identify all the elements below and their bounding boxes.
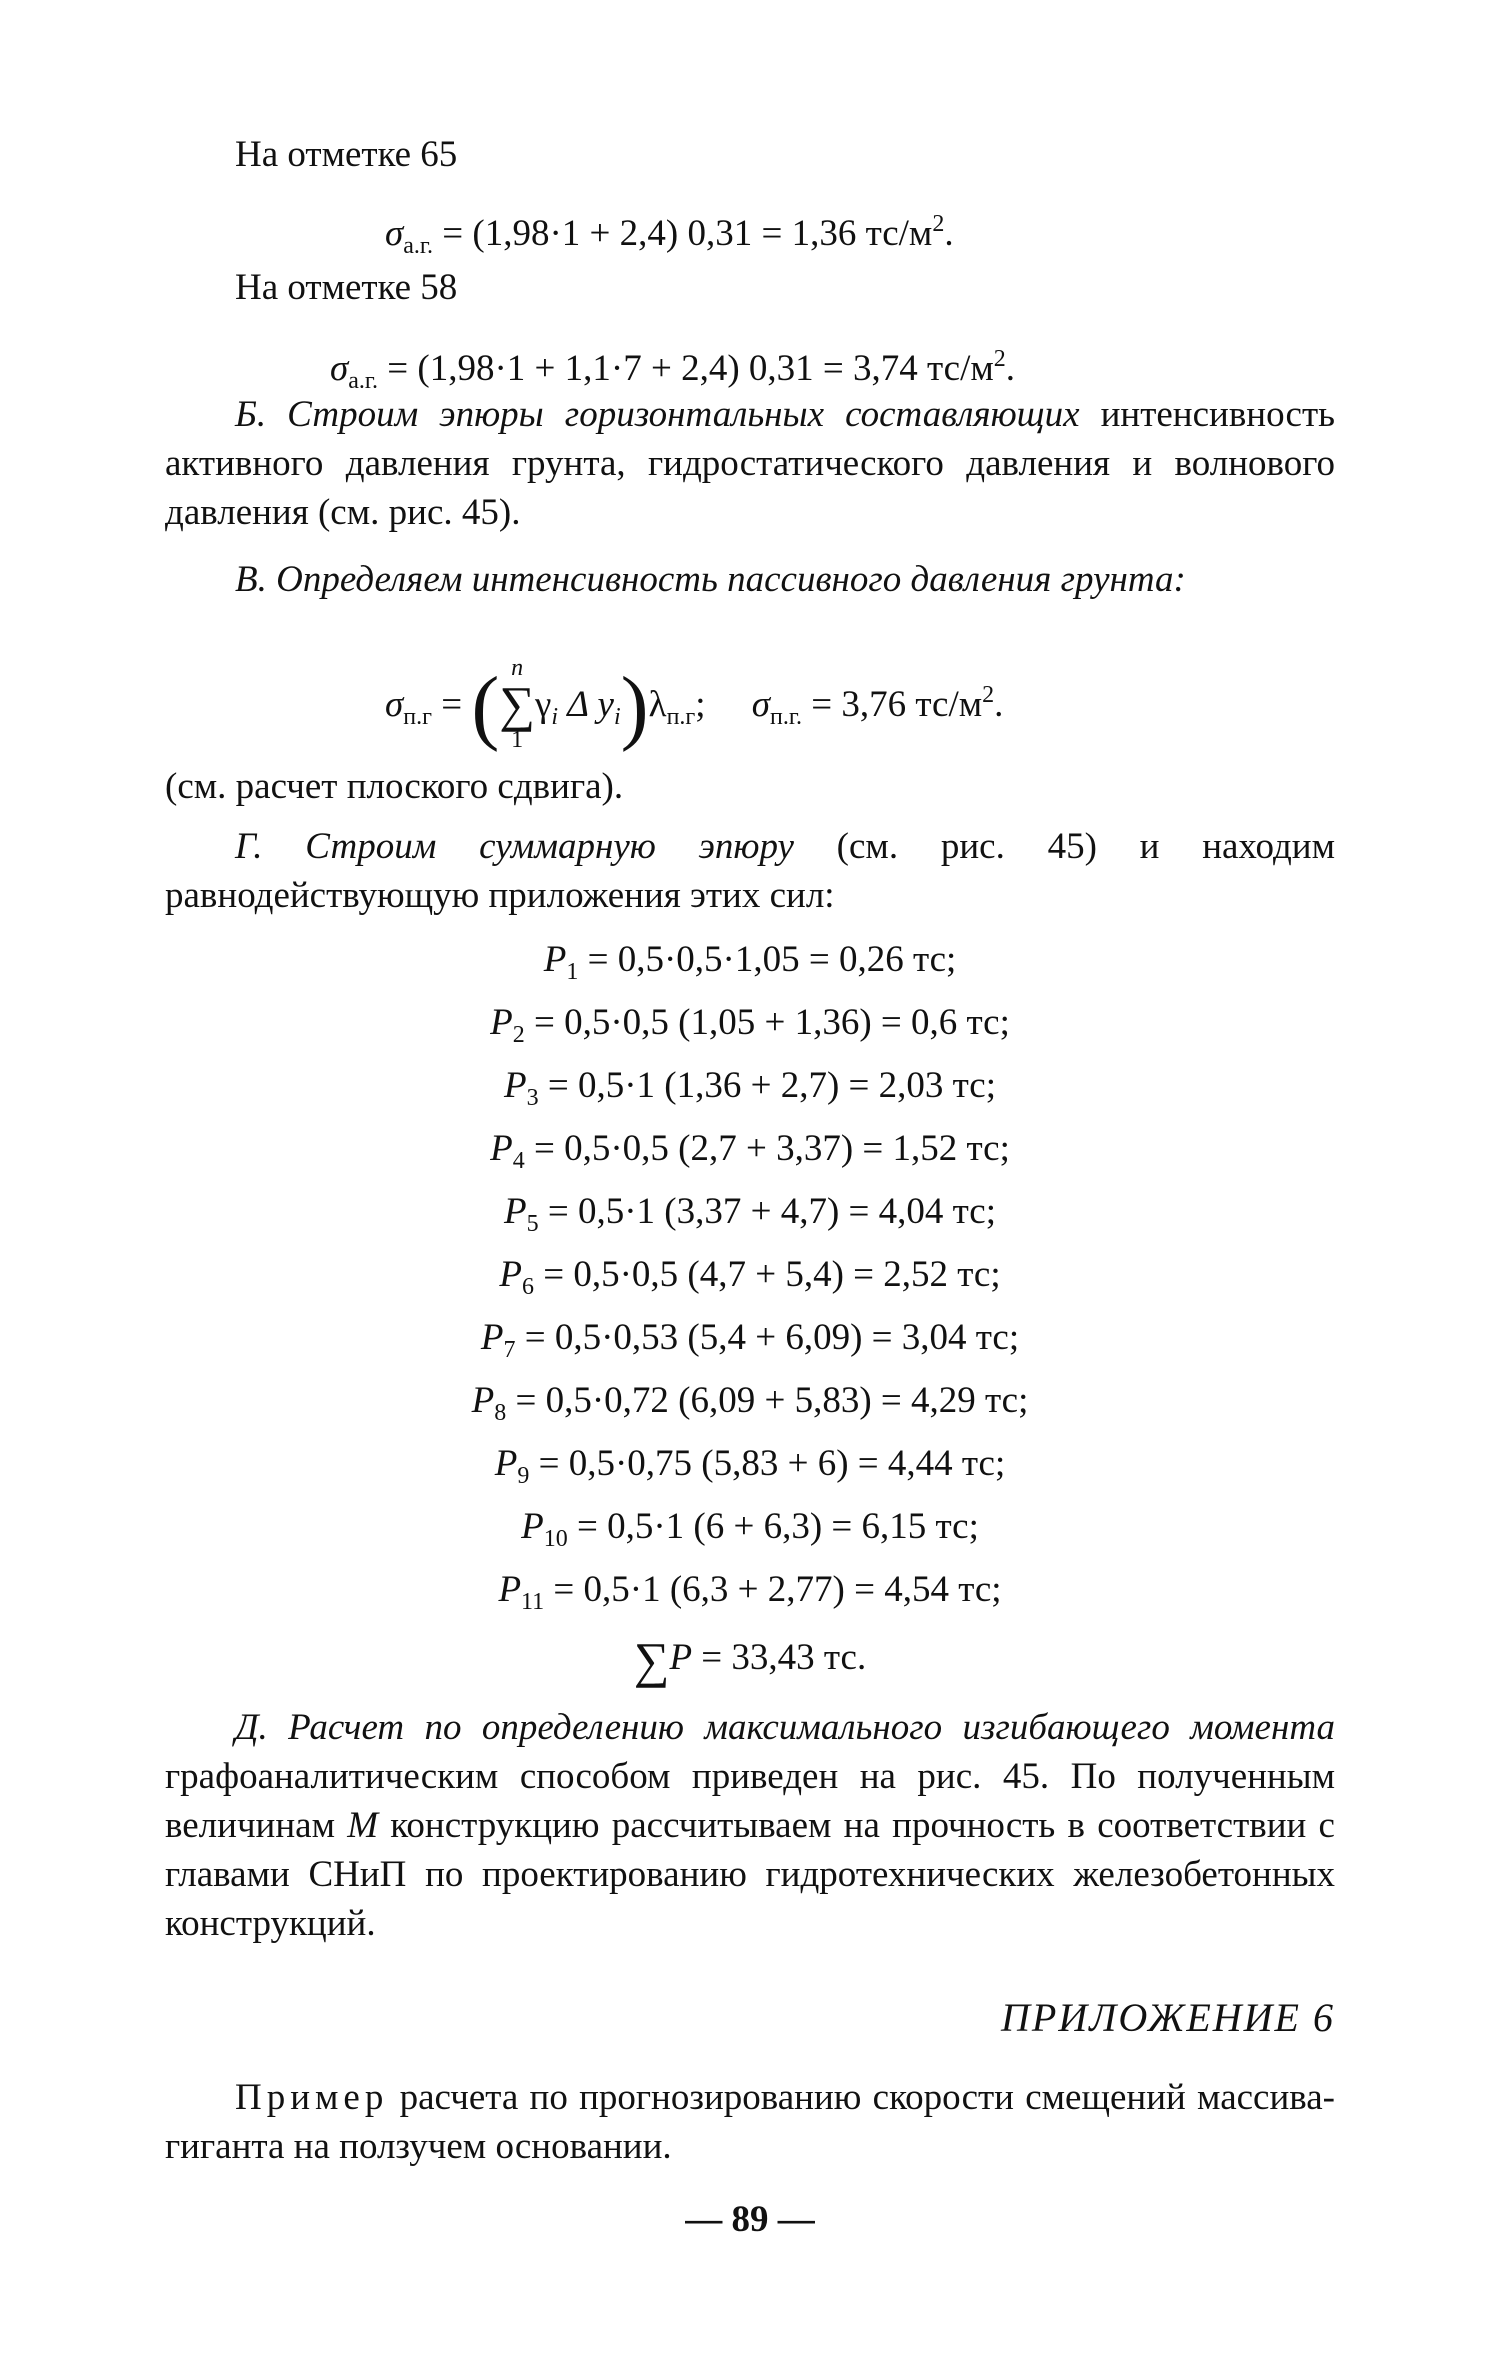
sigma-subscript: а.г. xyxy=(348,368,379,394)
formula-passive-pressure xyxy=(385,640,1003,772)
force-index: 11 xyxy=(521,1589,545,1615)
delta-y-index: i xyxy=(613,704,621,730)
force-symbol: P xyxy=(504,1191,527,1232)
sum-expression: = 33,43 тс. xyxy=(692,1637,867,1678)
force-index: 9 xyxy=(517,1463,530,1489)
force-equation xyxy=(0,1313,1500,1375)
formula-exponent: 2 xyxy=(993,346,1006,372)
paragraph-section-g xyxy=(165,822,1335,920)
force-expression: = 0,5·0,53 (5,4 + 6,09) = 3,04 тс; xyxy=(515,1317,1020,1358)
semicolon: ; xyxy=(695,684,706,725)
example-text: расчета по прогнозированию скорости смещений массива-гиганта на ползучем основании. xyxy=(165,2077,1335,2167)
force-index: 2 xyxy=(512,1022,525,1048)
force-index: 8 xyxy=(494,1400,507,1426)
force-equation xyxy=(0,935,1500,997)
section-g-text: (см. рис. 45) и находим равнодействующую приложения этих сил: xyxy=(165,826,1335,916)
sum-sign: ∑ xyxy=(499,675,535,732)
force-equation xyxy=(0,1061,1500,1123)
section-b-lead: Б. Строим эпюры горизонтальных составляющих xyxy=(235,394,1080,435)
paragraph-example xyxy=(165,2073,1335,2171)
section-g-lead: Г. Строим суммарную эпюру xyxy=(235,826,794,867)
force-symbol: P xyxy=(490,1002,513,1043)
force-equation xyxy=(0,1124,1500,1186)
force-expression: = 0,5·1 (6 + 6,3) = 6,15 тс; xyxy=(567,1506,979,1547)
sigma-rhs-subscript: п.г. xyxy=(770,704,803,730)
paragraph-section-v xyxy=(165,555,1335,604)
force-equation xyxy=(0,1376,1500,1438)
formula-elevation-65 xyxy=(385,200,954,271)
sigma-symbol: σ xyxy=(385,684,404,725)
force-index: 4 xyxy=(512,1148,525,1174)
force-index: 3 xyxy=(526,1085,539,1111)
force-expression: = 0,5·0,5 (1,05 + 1,36) = 0,6 тс; xyxy=(524,1002,1010,1043)
force-expression: = 0,5·0,5·1,05 = 0,26 тс; xyxy=(578,939,957,980)
summation-operator xyxy=(499,656,535,752)
force-expression: = 0,5·1 (6,3 + 2,77) = 4,54 тс; xyxy=(544,1569,1002,1610)
force-equation xyxy=(0,998,1500,1060)
sum-lower-limit: 1 xyxy=(511,726,524,753)
page-number: — 89 — xyxy=(685,2199,815,2240)
sum-upper-limit: n xyxy=(511,654,524,681)
section-d-text-a: графоаналитическим способом приведен на рис. 45. По полученным величинам xyxy=(165,1756,1335,1846)
force-equation xyxy=(0,1502,1500,1564)
force-expression: = 0,5·0,75 (5,83 + 6) = 4,44 тс; xyxy=(529,1443,1006,1484)
force-index: 5 xyxy=(526,1211,539,1237)
force-expression: = 0,5·0,5 (2,7 + 3,37) = 1,52 тс; xyxy=(524,1128,1010,1169)
force-symbol: P xyxy=(499,1254,522,1295)
force-index: 7 xyxy=(503,1337,516,1363)
force-equation xyxy=(0,1439,1500,1501)
passive-exponent: 2 xyxy=(982,682,995,708)
equals-sign: = xyxy=(431,684,472,725)
delta-y: Δ y xyxy=(557,684,614,725)
force-expression: = 0,5·0,5 (4,7 + 5,4) = 2,52 тс; xyxy=(533,1254,1001,1295)
section-d-text-b: конструкцию рассчитываем на прочность в соответствии с главами СНиП по проектированию гидротехнических железобетонных конструкций. xyxy=(165,1805,1335,1944)
sigma-symbol: σ xyxy=(330,348,349,389)
section-b-text: интенсивность активного давления грунта, гидростатического давления и волнового давления (см. рис. 45). xyxy=(165,394,1335,533)
formula-end: . xyxy=(944,213,954,254)
force-symbol: P xyxy=(494,1443,518,1484)
sigma-rhs-symbol: σ xyxy=(751,684,771,725)
gamma-symbol: γ xyxy=(534,684,552,725)
formula-rhs: = (1,98·1 + 2,4) 0,31 = 1,36 тс/м xyxy=(433,213,933,254)
force-symbol: P xyxy=(471,1380,495,1421)
appendix-title: ПРИЛОЖЕНИЕ 6 xyxy=(1001,1995,1335,2040)
force-index: 10 xyxy=(543,1526,568,1552)
formula-end: . xyxy=(1005,348,1016,389)
lambda-symbol: λ xyxy=(648,684,667,725)
formula-end: . xyxy=(994,684,1004,725)
force-symbol: P xyxy=(521,1506,544,1547)
force-symbol: P xyxy=(480,1317,504,1358)
force-index: 1 xyxy=(566,959,579,985)
force-sum xyxy=(0,1632,1500,1688)
sum-sign: ∑ xyxy=(633,1632,670,1688)
example-lead: Пример xyxy=(235,2077,389,2118)
force-expression: = 0,5·1 (1,36 + 2,7) = 2,03 тс; xyxy=(538,1065,996,1106)
force-equation xyxy=(0,1187,1500,1249)
force-symbol: P xyxy=(498,1569,522,1610)
paragraph-section-d xyxy=(165,1703,1335,1948)
force-symbol: P xyxy=(543,939,567,980)
force-expression: = 0,5·0,72 (6,09 + 5,83) = 4,29 тс; xyxy=(506,1380,1029,1421)
section-v-lead: В. Определяем интенсивность пассивного давления грунта: xyxy=(235,559,1186,600)
elevation-58-label: На отметке 58 xyxy=(235,267,458,308)
force-symbol: P xyxy=(490,1128,513,1169)
force-index: 6 xyxy=(521,1274,534,1300)
formula-exponent: 2 xyxy=(932,211,945,237)
paragraph-section-b xyxy=(165,390,1335,537)
moment-symbol: M xyxy=(347,1805,379,1846)
sigma-symbol: σ xyxy=(385,213,404,254)
passive-value: = 3,76 тс/м xyxy=(802,684,983,725)
formula-rhs: = (1,98·1 + 1,1·7 + 2,4) 0,31 = 3,74 тс/м xyxy=(378,348,994,389)
sum-symbol: P xyxy=(669,1637,693,1678)
force-symbol: P xyxy=(504,1065,527,1106)
lambda-subscript: п.г xyxy=(666,704,696,730)
left-paren: ( xyxy=(471,660,500,753)
sigma-subscript: а.г. xyxy=(403,233,434,259)
sigma-subscript: п.г xyxy=(403,704,432,730)
elevation-65-label: На отметке 65 xyxy=(235,134,458,175)
force-equation xyxy=(0,1250,1500,1312)
gamma-index: i xyxy=(551,704,558,730)
right-paren: ) xyxy=(620,660,649,753)
force-equation xyxy=(0,1565,1500,1627)
note-plane-shear: (см. расчет плоского сдвига). xyxy=(165,766,624,807)
section-d-lead: Д. Расчет по определению максимального изгибающего момента xyxy=(235,1707,1335,1748)
force-expression: = 0,5·1 (3,37 + 4,7) = 4,04 тс; xyxy=(538,1191,996,1232)
